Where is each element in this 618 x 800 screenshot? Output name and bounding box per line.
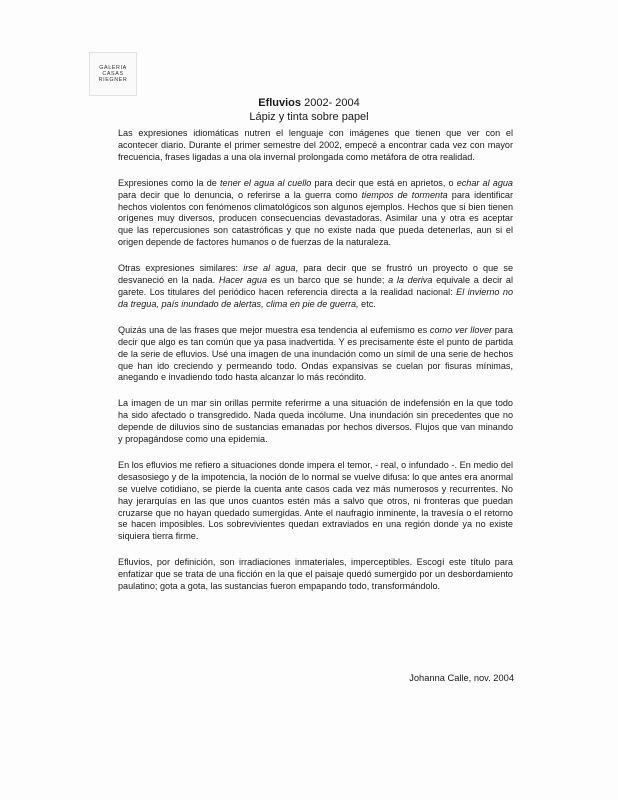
paragraph-4 [118, 325, 513, 385]
document-header [0, 96, 618, 124]
paragraph-1 [118, 128, 513, 164]
signature: Johanna Calle, nov. 2004 [409, 673, 514, 683]
italic-phrase: a la deriva [388, 275, 433, 286]
italic-phrase: Hacer agua [218, 275, 268, 286]
document-subtitle: Lápiz y tinta sobre papel [249, 111, 369, 123]
italic-phrase: tener el agua al cuello [219, 177, 312, 188]
gallery-logo [89, 52, 137, 96]
text-segment: para decir que está en aprietos, o [311, 177, 457, 188]
document-title [0, 96, 618, 110]
logo-line-1: GALERIA [99, 64, 127, 71]
text-segment: En los efluvios me refiero a situaciones donde impera el temor, - real, o infundado -. En medio del desasosiego y de la impotencia, la noción de lo normal se vuelve difusa: lo que antes era anormal se vuelve cotidiano, se pierde la cuenta ante casos cada vez más numerosos y recurrentes. No hay jerarquías en las que unos cuantos estén más a salvo que otros, ni fronteras que puedan cruzarse que no hayan quedado sumergidas. Ante el naufragio inminente, la travesía o el retorno se hacen imposibles. Los sobrevivientes quedan extraviados en una región donde ya no existe siquiera tierra firme. [118, 459, 513, 542]
text-segment: Expresiones como la de [118, 177, 220, 188]
paragraph-5 [118, 398, 513, 446]
title-years: 2002- 2004 [301, 97, 360, 109]
paragraph-6 [118, 460, 513, 543]
text-segment: , para decir que se frustró un proyecto o que se desvaneció en la nada. [118, 263, 514, 286]
text-segment: para decir que algo es tan común que ya pasa inadvertida. Y es precisamente éste el punto de partida de la serie de efluvios. Usé una imagen de una inundación como un símil de una serie de hechos que han ido creciendo y permeando todo. Ondas expansivas se cuelan por fisuras mínimas, anegando e invadiendo todo hasta alcanzar lo más recóndito. [118, 324, 513, 383]
text-segment: Otras expresiones similares: [118, 263, 244, 274]
text-segment: La imagen de un mar sin orillas permite referirme a una situación de indefensión en la que todo ha sido afectado o transgredido. Nada queda incólume. Una inundación sin precedentes que no depende de diluvios sino de sustancias emanadas por hechos diversos. Flujos que van minando y propagándose como una epidemia. [118, 398, 513, 445]
text-segment: Efluvios, por definición, son irradiaciones inmateriales, imperceptibles. Escogí este título para enfatizar que se trata de una ficción en la que el paisaje quedó sumergido por un desbordamiento paulatino; gota a gota, las sustancias fueron empapando todo, transformándolo. [118, 557, 513, 592]
text-segment: es un barco que se hunde; [267, 275, 389, 286]
italic-phrase: echar al agua [456, 177, 513, 188]
title-bold: Efluvios [258, 97, 302, 109]
paragraph-7 [118, 557, 513, 593]
logo-line-2: CASAS [102, 70, 124, 77]
document-body [118, 128, 513, 607]
text-segment: para identificar hechos violentos con fenómenos climatológicos son algunos ejemplos. Hechos que si bien tienen orígenes muy diversos, producen consecuencias devastadoras. Asimilar una y otra es aceptar que las repercusiones son catastróficas y que no existe nada que pueda detenerlas, aun si el origen depende de factores humanos o de fuerzas de la naturaleza. [118, 189, 513, 248]
italic-phrase: como ver llover [429, 324, 493, 335]
paragraph-3 [118, 263, 513, 311]
italic-phrase: irse al agua [243, 263, 296, 274]
logo-line-3: RIEGNER [98, 77, 128, 84]
paragraph-2 [118, 178, 513, 249]
text-segment: para decir que lo denuncia, o referirse a la guerra como [118, 189, 362, 200]
text-segment: Quizás una de las frases que mejor muestra esa tendencia al eufemismo es [118, 324, 430, 335]
italic-phrase: tiempos de tormenta [361, 189, 448, 200]
text-segment: etc. [358, 298, 376, 309]
italic-phrase: El invierno no da tregua, país inundado de alertas, clima en pie de guerra, [118, 286, 513, 309]
text-segment: Las expresiones idiomáticas nutren el lenguaje con imágenes que tienen que ver con el acontecer diario. Durante el primer semestre del 2002, empecé a encontrar cada vez con mayor frecuencia, frases ligadas a una ola invernal prolongada como metáfora de otra realidad. [118, 128, 513, 162]
text-segment: equivale a decir al garete. Los titulares del periódico hacen referencia directa a la realidad nacional: [118, 275, 513, 297]
